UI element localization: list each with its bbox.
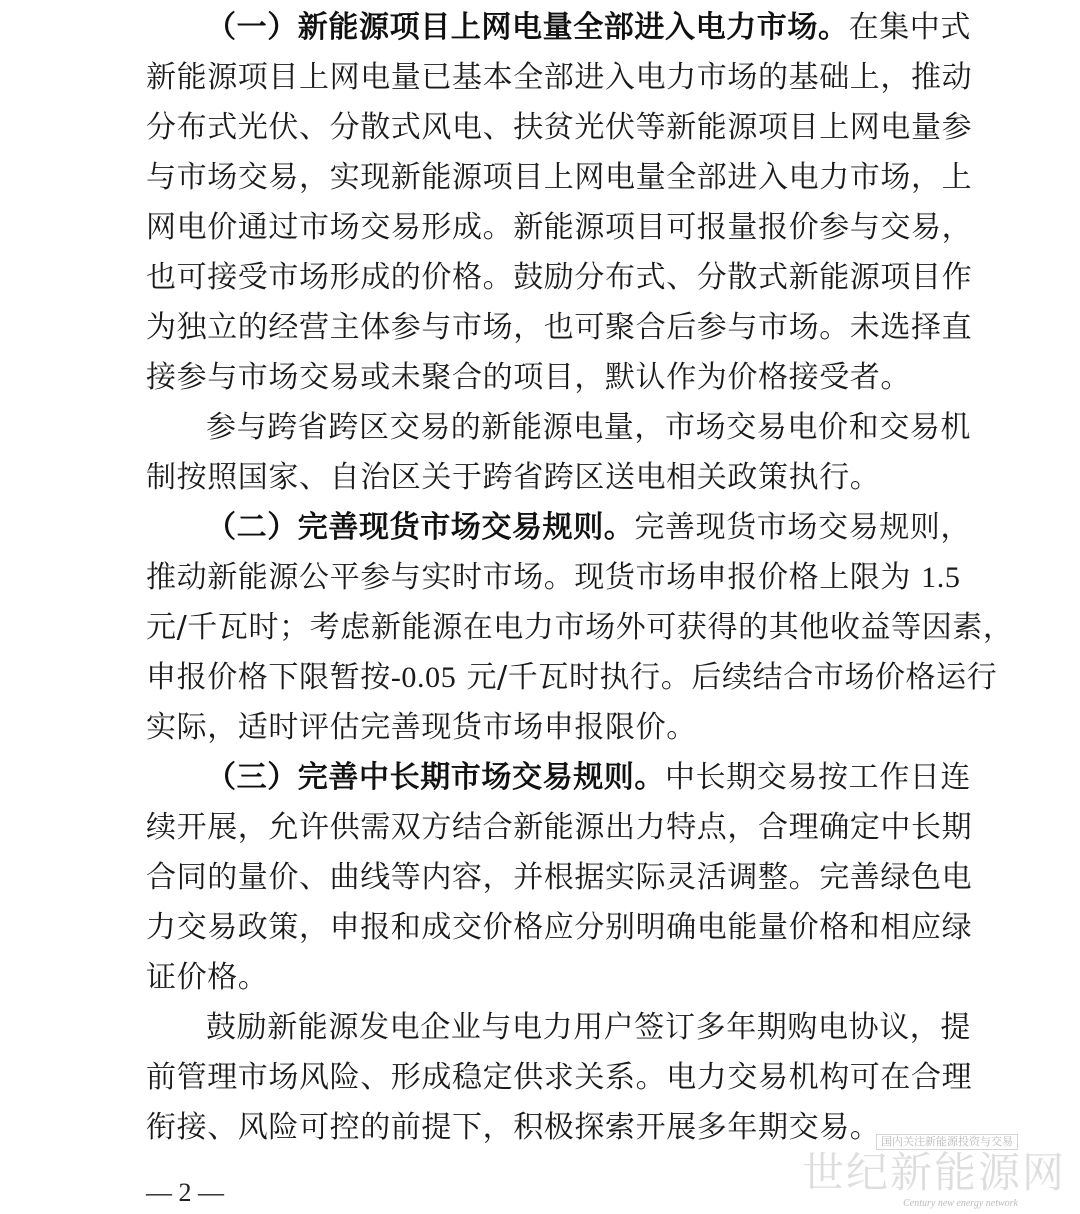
paragraph-2-line-2 [146, 456, 946, 500]
paragraph-2-line-1 [206, 406, 971, 450]
line-text: 合同的量价、曲线等内容，并根据实际灵活调整。完善绿色电 [146, 860, 973, 895]
line-text: 元/千瓦时；考虑新能源在电力市场外可获得的其他收益等因素， [146, 610, 1014, 645]
paragraph-1-line-5 [146, 206, 973, 250]
line-text: 也可接受市场形成的价格。鼓励分布式、分散式新能源项目作 [146, 260, 973, 295]
paragraph-1-line-3 [146, 106, 973, 150]
heading-3: （三）完善中长期市场交易规则。 [206, 760, 665, 795]
line-text: 分布式光伏、分散式风电、扶贫光伏等新能源项目上网电量参 [146, 110, 973, 145]
line-text: 续开展，允许供需双方结合新能源出力特点，合理确定中长期 [146, 810, 973, 845]
line-text: 元/千瓦时执行。后续结合市场价格运行 [456, 660, 998, 695]
price-cap-value: 1.5 [921, 561, 961, 594]
line-text: 衔接、风险可控的前提下，积极探索开展多年期交易。 [146, 1110, 881, 1145]
paragraph-3-line-1 [206, 506, 972, 550]
watermark-tagline: 国内关注新能源投资与交易 [876, 1134, 1018, 1150]
watermark-subtitle: Century new energy network [903, 1198, 1018, 1209]
line-text: 与市场交易，实现新能源项目上网电量全部进入电力市场，上 [146, 160, 973, 195]
paragraph-1-line-6 [146, 256, 973, 300]
line-text: 实际，适时评估完善现货市场申报限价。 [146, 710, 697, 745]
paragraph-3-line-3 [146, 606, 1014, 650]
paragraph-1-line-2 [146, 56, 973, 100]
paragraph-3-line-4 [146, 656, 998, 700]
paragraph-1-line-1 [206, 6, 972, 50]
line-text: 证价格。 [146, 960, 269, 995]
line-text: 力交易政策，申报和成交价格应分别明确电能量价格和相应绿 [146, 910, 973, 945]
paragraph-4-line-4 [146, 906, 973, 950]
paragraph-4-line-2 [146, 806, 973, 850]
line-text: 接参与市场交易或未聚合的项目，默认作为价格接受者。 [146, 360, 911, 395]
heading-2: （二）完善现货市场交易规则。 [206, 510, 635, 545]
paragraph-4-line-3 [146, 856, 973, 900]
paragraph-1-line-4 [146, 156, 973, 200]
paragraph-5-line-1 [206, 1006, 971, 1050]
paragraph-5-line-3 [146, 1106, 946, 1150]
line-text: 为独立的经营主体参与市场，也可聚合后参与市场。未选择直 [146, 310, 973, 345]
line-text: 推动新能源公平参与实时市场。现货市场申报价格上限为 [146, 560, 922, 595]
page-number: — 2 — [146, 1178, 224, 1207]
line-text: 新能源项目上网电量已基本全部进入电力市场的基础上，推动 [146, 60, 973, 95]
line-text: 参与跨省跨区交易的新能源电量，市场交易电价和交易机 [206, 410, 971, 445]
line-text: 鼓励新能源发电企业与电力用户签订多年期购电协议，提 [206, 1010, 971, 1045]
watermark-logo [801, 1134, 1066, 1212]
line-text: 网电价通过市场交易形成。新能源项目可报量报价参与交易， [146, 210, 973, 245]
watermark-brand: 世纪新能源网 [801, 1148, 1066, 1197]
line-text: 前管理市场风险、形成稳定供求关系。电力交易机构可在合理 [146, 1060, 973, 1095]
paragraph-5-line-2 [146, 1056, 973, 1100]
paragraph-3-line-2 [146, 556, 961, 600]
paragraph-4-line-5 [146, 956, 946, 1000]
line-text: 在集中式 [848, 10, 972, 45]
paragraph-3-line-5 [146, 706, 946, 750]
line-text: 完善现货市场交易规则， [634, 510, 972, 545]
line-text: 中长期交易按工作日连 [665, 760, 971, 795]
price-floor-value: -0.05 [390, 661, 457, 694]
paragraph-1-line-8 [146, 356, 946, 400]
paragraph-1-line-7 [146, 306, 973, 350]
line-text: 制按照国家、自治区关于跨省跨区送电相关政策执行。 [146, 460, 881, 495]
line-text: 申报价格下限暂按 [146, 660, 391, 695]
heading-1: （一）新能源项目上网电量全部进入电力市场。 [206, 10, 849, 45]
paragraph-4-line-1 [206, 756, 971, 800]
